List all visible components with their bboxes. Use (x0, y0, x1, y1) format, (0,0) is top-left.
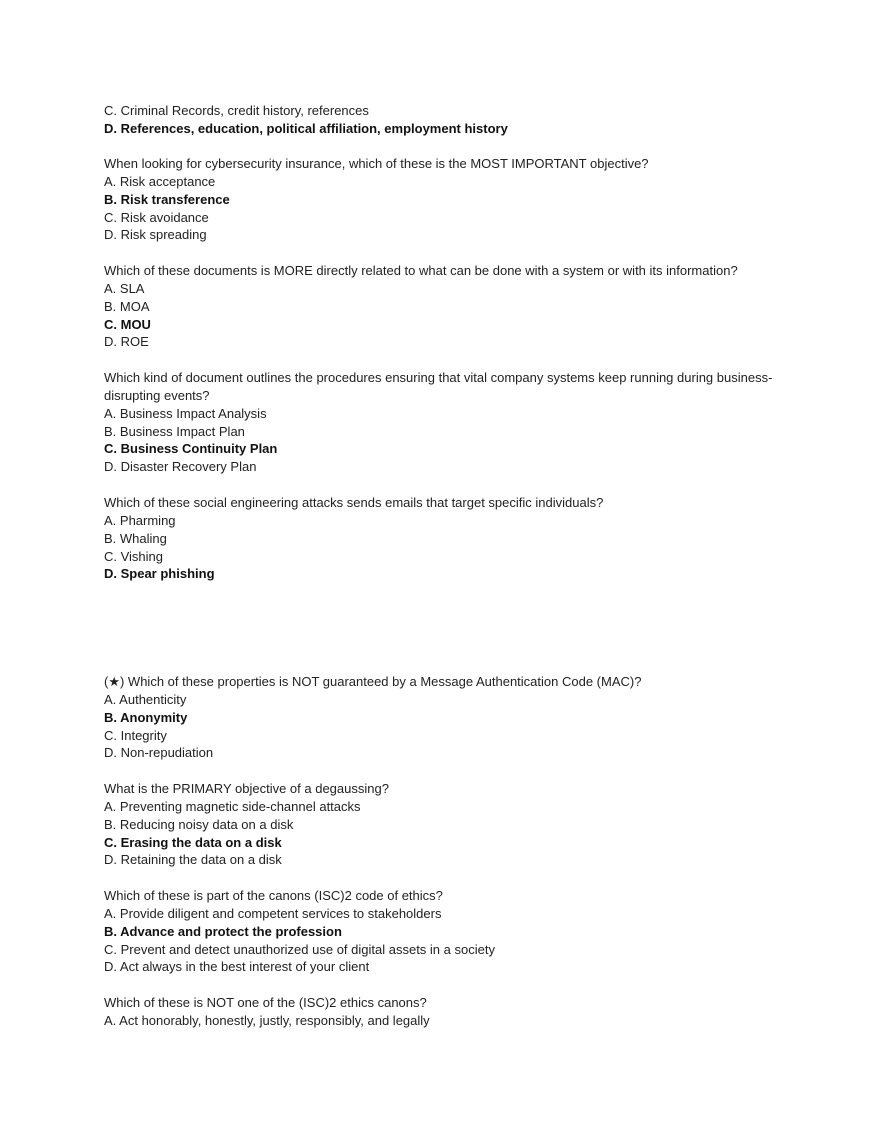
answer-option: B. Reducing noisy data on a disk (104, 816, 294, 832)
correct-answer-option: C. Business Continuity Plan (104, 441, 278, 457)
answer-option: C. Vishing (104, 548, 164, 564)
answer-option: D. ROE (104, 334, 149, 350)
answer-option: B. Whaling (104, 530, 167, 546)
correct-answer-option: D. References, education, political affiliation, employment history (104, 120, 508, 136)
question-text: Which of these documents is MORE directly related to what can be done with a system or with its information? (104, 263, 738, 278)
question-text: Which of these social engineering attacks sends emails that target specific individuals? (104, 495, 604, 510)
correct-answer-option: D. Spear phishing (104, 566, 215, 582)
answer-option: A. Provide diligent and competent services to stakeholders (104, 905, 442, 921)
answer-option: A. Risk acceptance (104, 173, 216, 189)
answer-option: A. Act honorably, honestly, justly, responsibly, and legally (104, 1012, 430, 1028)
answer-option: D. Non-repudiation (104, 745, 214, 761)
correct-answer-option: C. Erasing the data on a disk (104, 834, 282, 850)
question-block (104, 155, 649, 244)
question-text: disrupting events? (104, 387, 210, 403)
answer-option: C. Integrity (104, 727, 167, 743)
question-fragment (104, 102, 508, 138)
answer-option: A. Preventing magnetic side-channel attacks (104, 798, 361, 814)
answer-option: B. MOA (104, 298, 150, 314)
question-text: When looking for cybersecurity insurance, which of these is the MOST IMPORTANT objective? (104, 156, 649, 171)
correct-answer-option: C. MOU (104, 316, 151, 332)
answer-option: A. Business Impact Analysis (104, 405, 267, 421)
answer-option: A. SLA (104, 280, 145, 296)
question-block (104, 262, 738, 351)
correct-answer-option: B. Risk transference (104, 191, 230, 207)
question-text: Which of these is NOT one of the (ISC)2 ethics canons? (104, 995, 427, 1010)
answer-option: D. Disaster Recovery Plan (104, 459, 257, 475)
answer-option: C. Prevent and detect unauthorized use of digital assets in a society (104, 941, 495, 957)
answer-option: D. Act always in the best interest of your client (104, 959, 370, 975)
correct-answer-option: B. Advance and protect the profession (104, 923, 342, 939)
question-block (104, 994, 430, 1030)
question-text: Which of these is part of the canons (ISC)2 code of ethics? (104, 888, 443, 903)
answer-option: D. Retaining the data on a disk (104, 852, 282, 868)
answer-option: A. Pharming (104, 512, 176, 528)
answer-option: C. Risk avoidance (104, 209, 209, 225)
question-text: What is the PRIMARY objective of a degaussing? (104, 781, 389, 796)
answer-option: C. Criminal Records, credit history, references (104, 103, 369, 118)
correct-answer-option: B. Anonymity (104, 709, 188, 725)
question-block (104, 673, 641, 762)
question-block (104, 887, 495, 976)
question-block (104, 780, 389, 869)
answer-option: B. Business Impact Plan (104, 423, 245, 439)
question-block (104, 494, 603, 583)
answer-option: D. Risk spreading (104, 227, 207, 243)
question-block (104, 369, 772, 476)
question-text: (★) Which of these properties is NOT guaranteed by a Message Authentication Code (MAC)? (104, 674, 642, 689)
answer-option: A. Authenticity (104, 691, 187, 707)
question-text: Which kind of document outlines the procedures ensuring that vital company systems keep running during business- (104, 370, 773, 385)
